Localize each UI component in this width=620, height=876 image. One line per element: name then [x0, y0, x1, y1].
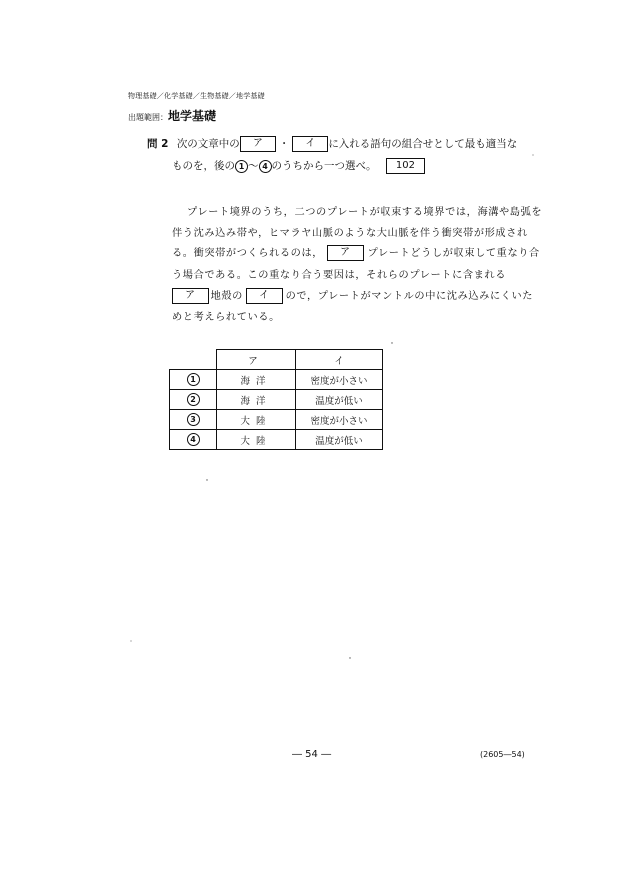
question-text-2a: ものを，後の — [172, 160, 235, 172]
passage-text-3b: プレートどうしが収束して重なり合 — [367, 248, 540, 259]
passage-blank-a-box: ア — [327, 245, 364, 261]
blank-i-box: イ — [292, 136, 328, 152]
tilde: ～ — [248, 160, 259, 172]
question-text-1a: 次の文章中の — [176, 138, 240, 150]
table-cell-a: 大陸 — [217, 410, 296, 430]
passage-text-5b: ので，プレートがマントルの中に沈み込みにくいた — [285, 291, 534, 302]
answer-number-box: 102 — [386, 158, 425, 174]
table-header-a: ア — [217, 350, 296, 370]
range-value: 地学基礎 — [168, 109, 217, 123]
question-text-1b: に入れる語句の組合せとして最も適当な — [328, 138, 518, 150]
choice-circle: 3 — [187, 413, 200, 426]
passage-text-3a: る。衝突帯がつくられるのは， — [172, 248, 324, 259]
table-cell-i: 密度が小さい — [296, 410, 383, 430]
question-text-2b: のうちから一つ選べ。 — [271, 160, 377, 172]
choice-last-circle: 4 — [259, 160, 272, 173]
passage-line-6: めと考えられている。 — [172, 312, 280, 323]
range-label: 出題範囲： — [128, 113, 168, 122]
page-number: ― 54 ― — [292, 749, 332, 760]
choice-circle: 2 — [187, 393, 200, 406]
passage-line-1: プレート境界のうち，二つのプレートが収束する境界では，海溝や島弧を — [187, 207, 543, 218]
table-cell-a: 海洋 — [217, 390, 296, 410]
table-cell-i: 温度が低い — [296, 430, 383, 450]
choice-circle: 1 — [187, 373, 200, 386]
passage-blank-i-box: イ — [246, 288, 283, 304]
choice-circle: 4 — [187, 433, 200, 446]
passage-text-5a: 地殻の — [210, 291, 243, 302]
dot-separator: ・ — [278, 138, 290, 150]
header-subjects: 物理基礎／化学基礎／生物基礎／地学基礎 — [128, 92, 265, 100]
document-code: (2605―54) — [480, 750, 525, 759]
table-cell-i: 温度が低い — [296, 390, 383, 410]
table-cell-i: 密度が小さい — [296, 370, 383, 390]
passage-line-2: 伴う沈み込み帯や，ヒマラヤ山脈のような大山脈を伴う衝突帯が形成され — [172, 228, 528, 239]
choice-first-circle: 1 — [235, 160, 248, 173]
passage-blank-a2-box: ア — [172, 288, 209, 304]
table-cell-a: 大陸 — [217, 430, 296, 450]
blank-a-box: ア — [240, 136, 276, 152]
passage-line-4: う場合である。この重なり合う要因は，それらのプレートに含まれる — [172, 270, 507, 281]
table-header-i: イ — [296, 350, 383, 370]
table-cell-a: 海洋 — [217, 370, 296, 390]
question-number: 問 2 — [147, 138, 169, 150]
